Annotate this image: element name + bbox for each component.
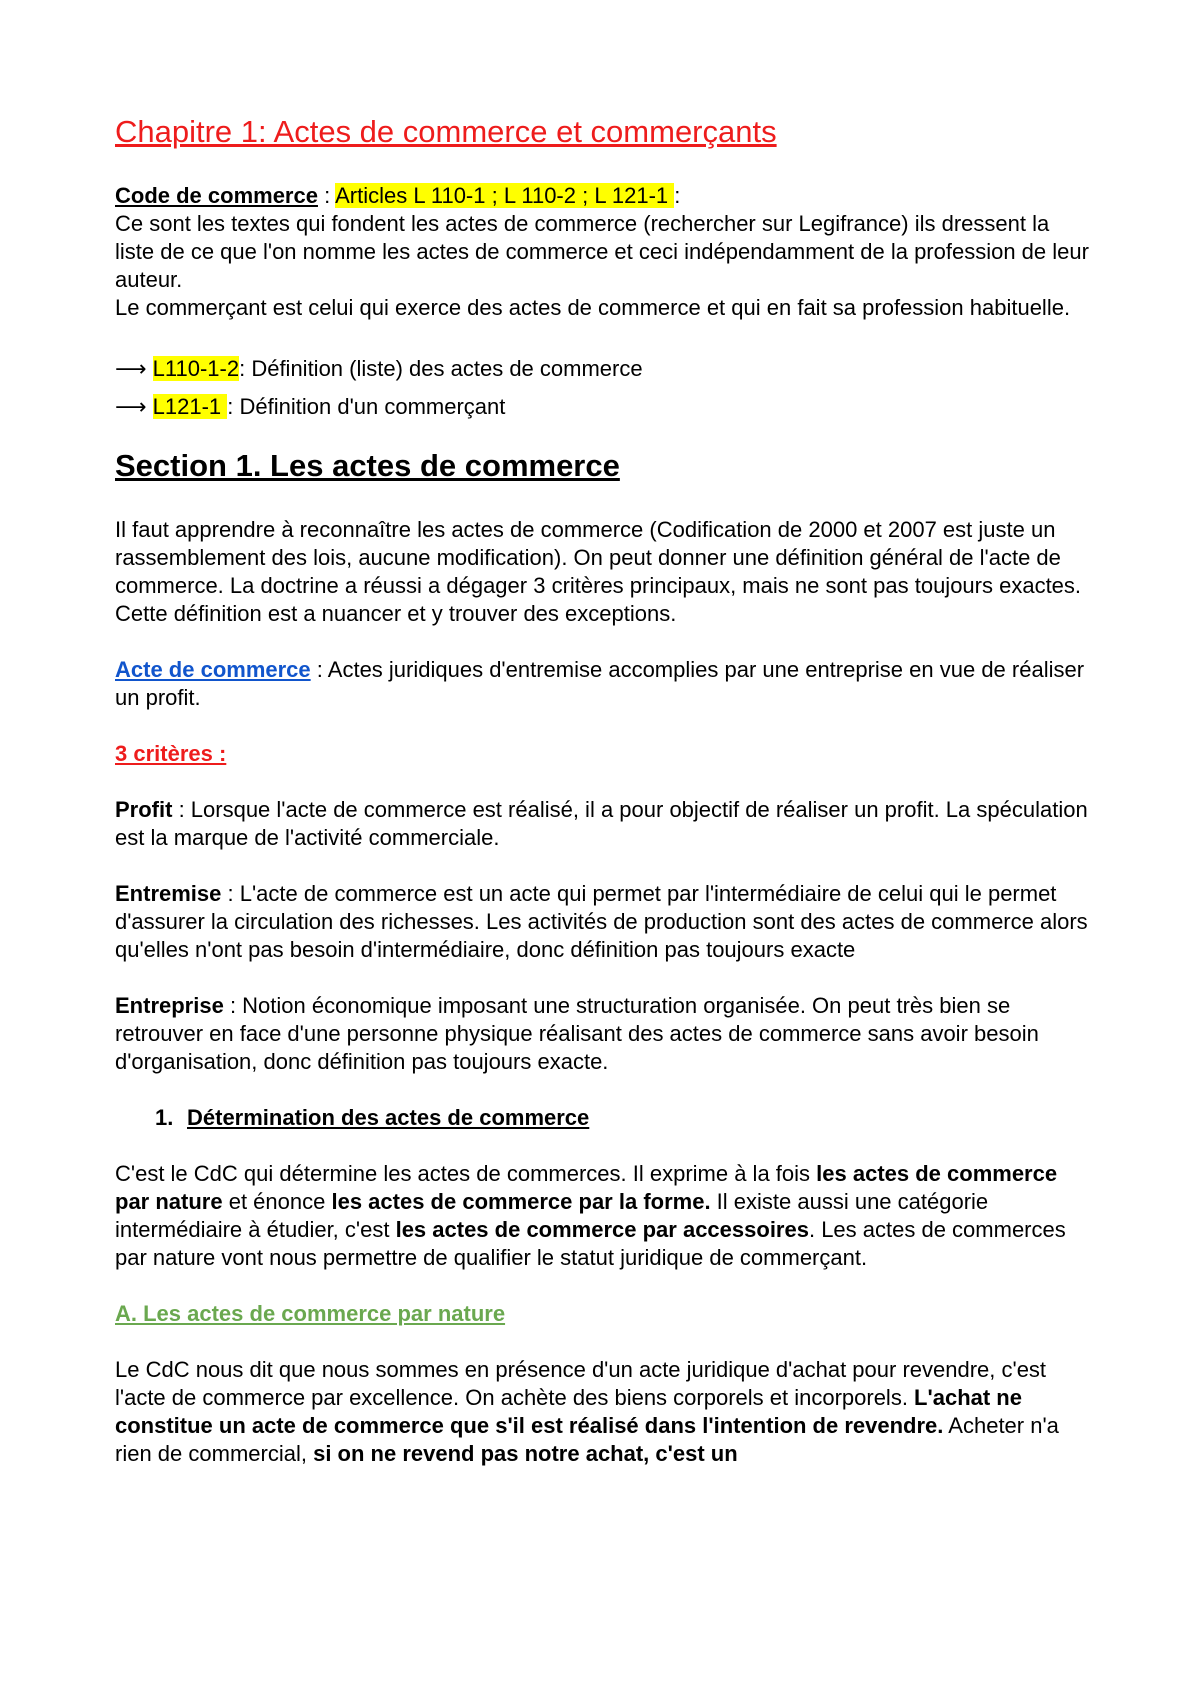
criterion-entremise — [115, 880, 1090, 964]
heading-number: 1. — [155, 1105, 174, 1130]
arrow-text-2: : Définition d'un commerçant — [227, 394, 506, 419]
heading-title: Détermination des actes de commerce — [187, 1105, 590, 1130]
arrow-icon: ⟶ — [115, 356, 153, 381]
definition-term: Acte de commerce — [115, 657, 311, 682]
text-run: et énonce — [222, 1189, 332, 1214]
determination-paragraph — [115, 1160, 1090, 1272]
bold-run: les actes de commerce par la forme. — [331, 1189, 711, 1214]
numbered-heading — [155, 1104, 1090, 1132]
text-run: . Les actes de commerces par nature vont nous permettre de qualifier le statut juridique de commerçant. — [115, 1217, 1066, 1270]
chapter-title: Chapitre 1: Actes de commerce et commerçants — [115, 114, 777, 149]
definition-text: : Actes juridiques d'entremise accomplies par une entreprise en vue de réaliser un profit. — [115, 657, 1085, 710]
code-label: Code de commerce — [115, 183, 318, 208]
document-page — [115, 112, 1090, 1468]
ref-highlight-1: L110-1-2 — [152, 356, 240, 381]
bold-run: les actes de commerce par nature — [115, 1161, 1058, 1214]
text-run: Le CdC nous dit que nous sommes en présence d'un acte juridique d'achat pour revendre, c'est l'acte de commerce par excellence. On achète des biens corporels et incorporels. — [115, 1357, 1047, 1410]
code-sep: : — [317, 183, 336, 208]
criterion-text: : L'acte de commerce est un acte qui permet par l'intermédiaire de celui qui le permet d'assurer la circulation des richesses. Les activités de production sont des actes de commerce alors qu'elles n'ont pas besoin d'intermédiaire, donc définition pas toujours exacte — [115, 881, 1088, 962]
criterion-entreprise — [115, 992, 1090, 1076]
ref-highlight-2: L121-1 — [152, 394, 228, 419]
arrow-text-1: : Définition (liste) des actes de commerce — [239, 356, 643, 381]
arrow-icon: ⟶ — [115, 394, 153, 419]
criterion-term: Profit — [115, 797, 173, 822]
intro-paragraph-2: Le commerçant est celui qui exerce des actes de commerce et qui en fait sa profession habituelle. — [115, 295, 1071, 320]
subsection-title: A. Les actes de commerce par nature — [115, 1301, 506, 1326]
definition-paragraph — [115, 656, 1090, 712]
text-run: Acheter n'a rien de commercial, — [115, 1413, 1059, 1466]
section-paragraph: Il faut apprendre à reconnaître les actes de commerce (Codification de 2000 et 2007 est juste un rassemblement des lois, aucune modification). On peut donner une définition général de l'acte de commerce. La doctrine a réussi a dégager 3 critères principaux, mais ne sont pas toujours exactes. Cette définition est a nuancer et y trouver des exceptions. — [115, 517, 1082, 626]
arrow-item-1 — [115, 350, 1090, 388]
bold-run: L'achat ne constitue un acte de commerce que s'il est réalisé dans l'intention de revendre. — [115, 1385, 1022, 1438]
code-line — [115, 182, 1090, 210]
criterion-term: Entremise — [115, 881, 222, 906]
text-run: Il existe aussi une catégorie intermédiaire à étudier, c'est — [115, 1189, 989, 1242]
intro-paragraph-1: Ce sont les textes qui fondent les actes de commerce (rechercher sur Legifrance) ils dressent la liste de ce que l'on nomme les actes de commerce et ceci indépendamment de la profession de leur auteur. — [115, 211, 1089, 292]
criterion-term: Entreprise — [115, 993, 224, 1018]
code-tail: : — [674, 183, 681, 208]
bold-run: les actes de commerce par accessoires — [395, 1217, 809, 1242]
criteria-title: 3 critères : — [115, 741, 227, 766]
arrow-item-2 — [115, 388, 1090, 426]
bold-run: si on ne revend pas notre achat, c'est un — [313, 1441, 738, 1466]
section-title: Section 1. Les actes de commerce — [115, 448, 620, 483]
nature-paragraph — [115, 1356, 1090, 1468]
criterion-profit — [115, 796, 1090, 852]
text-run: C'est le CdC qui détermine les actes de commerces. Il exprime à la fois — [115, 1161, 817, 1186]
code-articles-highlight: Articles L 110-1 ; L 110-2 ; L 121-1 — [335, 183, 675, 208]
criterion-text: : Lorsque l'acte de commerce est réalisé, il a pour objectif de réaliser un profit. La spéculation est la marque de l'activité commerciale. — [115, 797, 1088, 850]
criterion-text: : Notion économique imposant une structuration organisée. On peut très bien se retrouver en face d'une personne physique réalisant des actes de commerce sans avoir besoin d'organisation, donc définition pas toujours exacte. — [115, 993, 1039, 1074]
